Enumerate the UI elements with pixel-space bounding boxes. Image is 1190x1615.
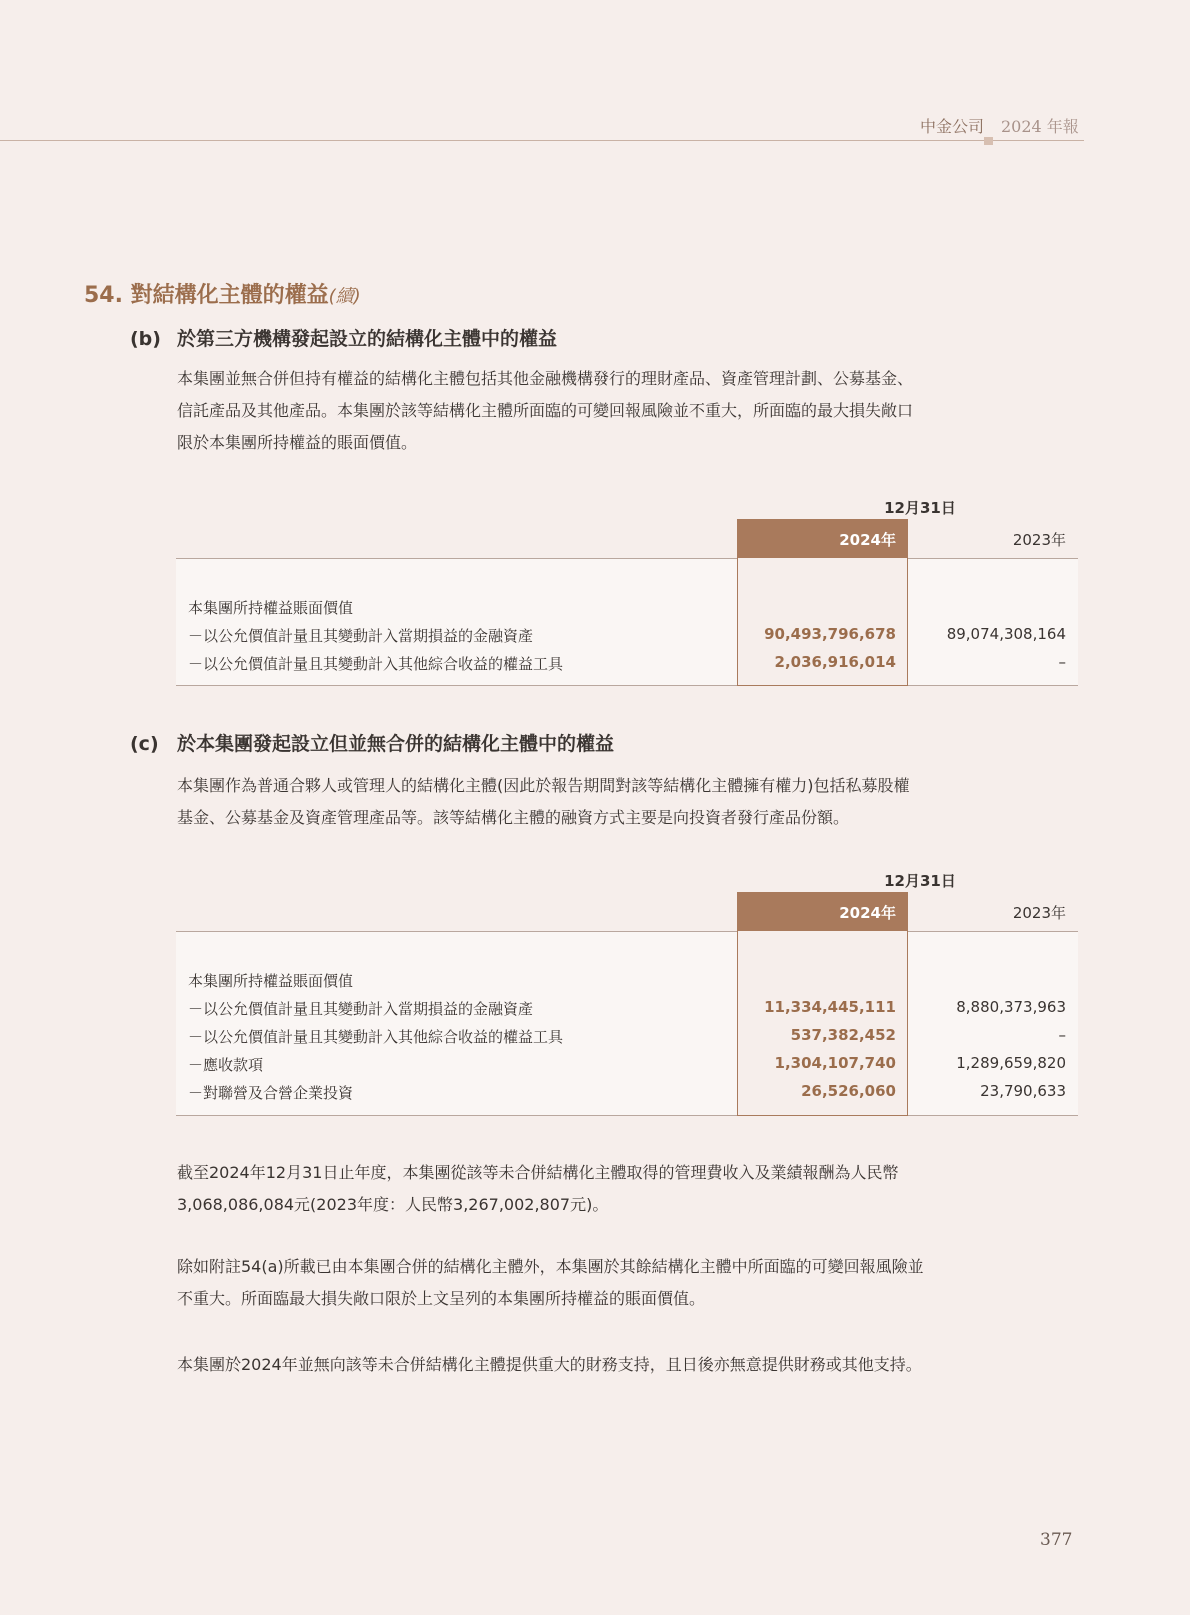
part-b-paragraph xyxy=(177,363,1079,459)
row-label: －以公允價值計量且其變動計入其他綜合收益的權益工具 xyxy=(188,655,564,673)
row-label: 本集團所持權益賬面價值 xyxy=(188,972,354,990)
row-label: －以公允價值計量且其變動計入當期損益的金融資產 xyxy=(188,1000,534,1018)
value-2024: 90,493,796,678 xyxy=(764,625,896,643)
value-2024: 26,526,060 xyxy=(801,1082,896,1100)
table-row xyxy=(176,593,1078,621)
value-2024: 2,036,916,014 xyxy=(774,653,896,671)
header-report-title: 2024 年報 xyxy=(1001,117,1079,136)
table-row xyxy=(176,1078,1078,1106)
closing-paragraph xyxy=(177,1349,1079,1381)
row-label: －應收款項 xyxy=(188,1056,264,1074)
table-col-header-2024: 2024年 xyxy=(737,519,908,558)
row-label: －以公允價值計量且其變動計入其他綜合收益的權益工具 xyxy=(188,1028,564,1046)
header-rule xyxy=(0,140,1084,141)
section-continued: (續) xyxy=(328,286,361,307)
part-b-label: (b) xyxy=(130,328,161,350)
table-col-header-2023: 2023年 xyxy=(1012,904,1066,922)
value-2023: 23,790,633 xyxy=(980,1082,1066,1100)
table-col-header-2023: 2023年 xyxy=(1012,531,1066,549)
part-b-title xyxy=(130,324,557,351)
paragraph-line: 本集團於2024年並無向該等未合併結構化主體提供重大的財務支持，且日後亦無意提供財務或其他支持。 xyxy=(177,1355,922,1374)
header-company: 中金公司 xyxy=(920,117,985,136)
value-2024: 537,382,452 xyxy=(790,1026,896,1044)
paragraph-line: 本集團作為普通合夥人或管理人的結構化主體(因此於報告期間對該等結構化主體擁有權力)包括私募股權 xyxy=(177,776,910,795)
table-date-header: 12月31日 xyxy=(884,499,956,517)
closing-paragraph xyxy=(177,1157,1079,1221)
value-2023: 1,289,659,820 xyxy=(956,1054,1066,1072)
part-b-heading: 於第三方機構發起設立的結構化主體中的權益 xyxy=(177,328,558,350)
table-col-header-2024: 2024年 xyxy=(737,892,908,931)
table-row xyxy=(176,1022,1078,1050)
header-marker xyxy=(984,137,993,145)
paragraph-line: 基金、公募基金及資產管理產品等。該等結構化主體的融資方式主要是向投資者發行產品份額。 xyxy=(177,808,850,827)
value-2024: 11,334,445,111 xyxy=(764,998,896,1016)
paragraph-line: 3,068,086,084元(2023年度：人民幣3,267,002,807元)。 xyxy=(177,1195,609,1214)
row-label: －以公允價值計量且其變動計入當期損益的金融資產 xyxy=(188,627,534,645)
part-c-title xyxy=(130,729,614,756)
paragraph-line: 截至2024年12月31日止年度，本集團從該等未合併結構化主體取得的管理費收入及業績報酬為人民幣 xyxy=(177,1163,899,1182)
paragraph-line: 本集團並無合併但持有權益的結構化主體包括其他金融機構發行的理財產品、資產管理計劃、公募基金、 xyxy=(177,369,914,388)
table-row xyxy=(176,1050,1078,1078)
value-2023: 8,880,373,963 xyxy=(956,998,1066,1016)
section-title xyxy=(84,278,361,309)
page-number: 377 xyxy=(1040,1530,1073,1550)
table-row xyxy=(176,621,1078,649)
part-c-paragraph xyxy=(177,770,1079,834)
closing-paragraph xyxy=(177,1251,1079,1315)
paragraph-line: 信託產品及其他產品。本集團於該等結構化主體所面臨的可變回報風險並不重大，所面臨的最大損失敞口 xyxy=(177,401,914,420)
paragraph-line: 除如附註54(a)所載已由本集團合併的結構化主體外，本集團於其餘結構化主體中所面臨的可變回報風險並 xyxy=(177,1257,924,1276)
part-c-label: (c) xyxy=(130,733,159,755)
part-c-heading: 於本集團發起設立但並無合併的結構化主體中的權益 xyxy=(177,733,615,755)
table-date-header: 12月31日 xyxy=(884,872,956,890)
value-2023: – xyxy=(1058,653,1066,671)
table-row xyxy=(176,649,1078,677)
value-2023: – xyxy=(1058,1026,1066,1044)
section-title-text: 54. 對結構化主體的權益 xyxy=(84,283,329,308)
value-2024: 1,304,107,740 xyxy=(774,1054,896,1072)
row-label: 本集團所持權益賬面價值 xyxy=(188,599,354,617)
row-label: －對聯營及合營企業投資 xyxy=(188,1084,354,1102)
paragraph-line: 不重大。所面臨最大損失敞口限於上文呈列的本集團所持權益的賬面價值。 xyxy=(177,1289,706,1308)
paragraph-line: 限於本集團所持權益的賬面價值。 xyxy=(177,433,418,452)
table-row xyxy=(176,966,1078,994)
value-2023: 89,074,308,164 xyxy=(946,625,1066,643)
table-row xyxy=(176,994,1078,1022)
